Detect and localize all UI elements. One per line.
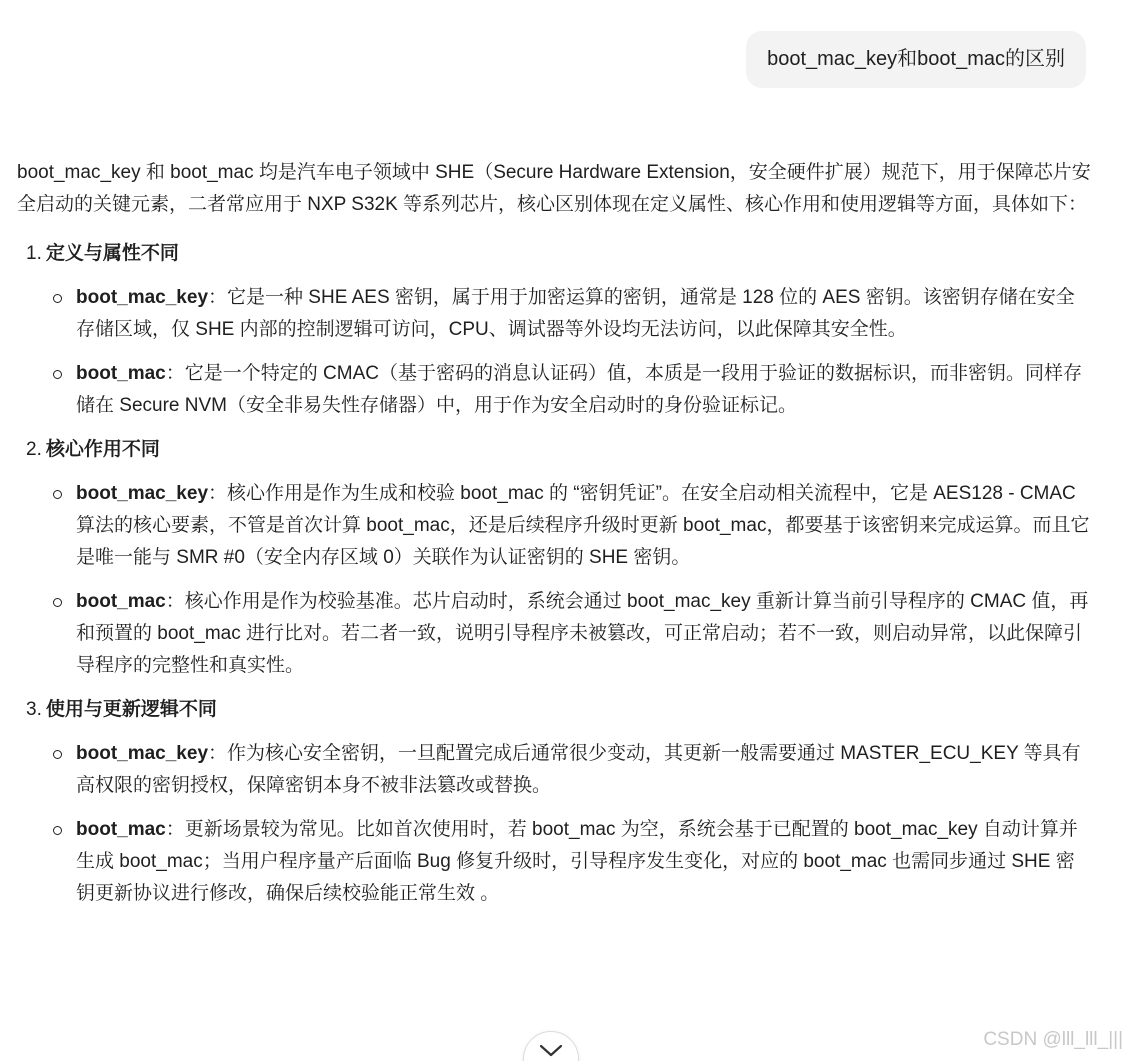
section-number: 1. (26, 243, 42, 264)
section-title: 定义与属性不同 (45, 243, 179, 264)
bullet-circle-icon (53, 370, 62, 379)
list-item (17, 478, 1092, 574)
item-term: boot_mac (76, 363, 166, 384)
item-term: boot_mac_key (76, 287, 209, 308)
item-text: ：作为核心安全密钥，一旦配置完成后通常很少变动，其更新一般需要通过 MASTER_ECU_KEY 等具有高权限的密钥授权，保障密钥本身不被非法篡改或替换。 (76, 743, 1081, 796)
chevron-down-icon (539, 1044, 563, 1058)
list-item (17, 358, 1092, 422)
item-text: ：更新场景较为常见。比如首次使用时，若 boot_mac 为空，系统会基于已配置的 boot_mac_key 自动计算并生成 boot_mac；当用户程序量产后面临 Bug 修复升级时，引导程序发生变化，对应的 boot_mac 也需同步通过 SHE 密钥更新协议进行修改，确保后续校验能正常生效 。 (76, 819, 1078, 904)
section-definition (17, 238, 1092, 422)
section-heading (17, 434, 1092, 466)
section-title: 使用与更新逻辑不同 (45, 699, 217, 720)
bullet-circle-icon (53, 490, 62, 499)
bullet-circle-icon (53, 750, 62, 759)
section-title: 核心作用不同 (45, 439, 160, 460)
scroll-down-button[interactable] (523, 1031, 579, 1061)
item-term: boot_mac_key (76, 483, 209, 504)
user-message-text: boot_mac_key和boot_mac的区别 (767, 48, 1065, 70)
watermark: CSDN @lll_lll_||| (983, 1029, 1123, 1050)
bullet-circle-icon (53, 826, 62, 835)
section-heading (17, 694, 1092, 726)
item-term: boot_mac (76, 591, 166, 612)
user-message-bubble (746, 31, 1086, 88)
section-number: 3. (26, 699, 42, 720)
item-term: boot_mac (76, 819, 166, 840)
section-usage-update (17, 694, 1092, 910)
list-item (17, 282, 1092, 346)
item-text: ：核心作用是作为生成和校验 boot_mac 的 “密钥凭证”。在安全启动相关流程中，它是 AES128 - CMAC 算法的核心要素，不管是首次计算 boot_mac，还是后续程序升级时更新 boot_mac，都要基于该密钥来完成运算。而且它是唯一能与 SMR #0（安全内存区域 0）关联作为认证密钥的 SHE 密钥。 (76, 483, 1090, 568)
bullet-circle-icon (53, 598, 62, 607)
list-item (17, 814, 1092, 910)
assistant-answer (17, 157, 1092, 922)
list-item (17, 738, 1092, 802)
item-text: ：它是一种 SHE AES 密钥，属于用于加密运算的密钥，通常是 128 位的 AES 密钥。该密钥存储在安全存储区域，仅 SHE 内部的控制逻辑可访问，CPU、调试器等外设均无法访问，以此保障其安全性。 (76, 287, 1075, 340)
bullet-circle-icon (53, 294, 62, 303)
section-number: 2. (26, 439, 42, 460)
list-item (17, 586, 1092, 682)
item-text: ：它是一个特定的 CMAC（基于密码的消息认证码）值，本质是一段用于验证的数据标识，而非密钥。同样存储在 Secure NVM（安全非易失性存储器）中，用于作为安全启动时的身份验证标记。 (76, 363, 1082, 416)
section-core-role (17, 434, 1092, 682)
item-term: boot_mac_key (76, 743, 209, 764)
answer-intro: boot_mac_key 和 boot_mac 均是汽车电子领域中 SHE（Secure Hardware Extension，安全硬件扩展）规范下，用于保障芯片安全启动的关键元素，二者常应用于 NXP S32K 等系列芯片，核心区别体现在定义属性、核心作用和使用逻辑等方面，具体如下： (17, 162, 1091, 215)
section-heading (17, 238, 1092, 270)
item-text: ：核心作用是作为校验基准。芯片启动时，系统会通过 boot_mac_key 重新计算当前引导程序的 CMAC 值，再和预置的 boot_mac 进行比对。若二者一致，说明引导程序未被篡改，可正常启动；若不一致，则启动异常，以此保障引导程序的完整性和真实性。 (76, 591, 1089, 676)
